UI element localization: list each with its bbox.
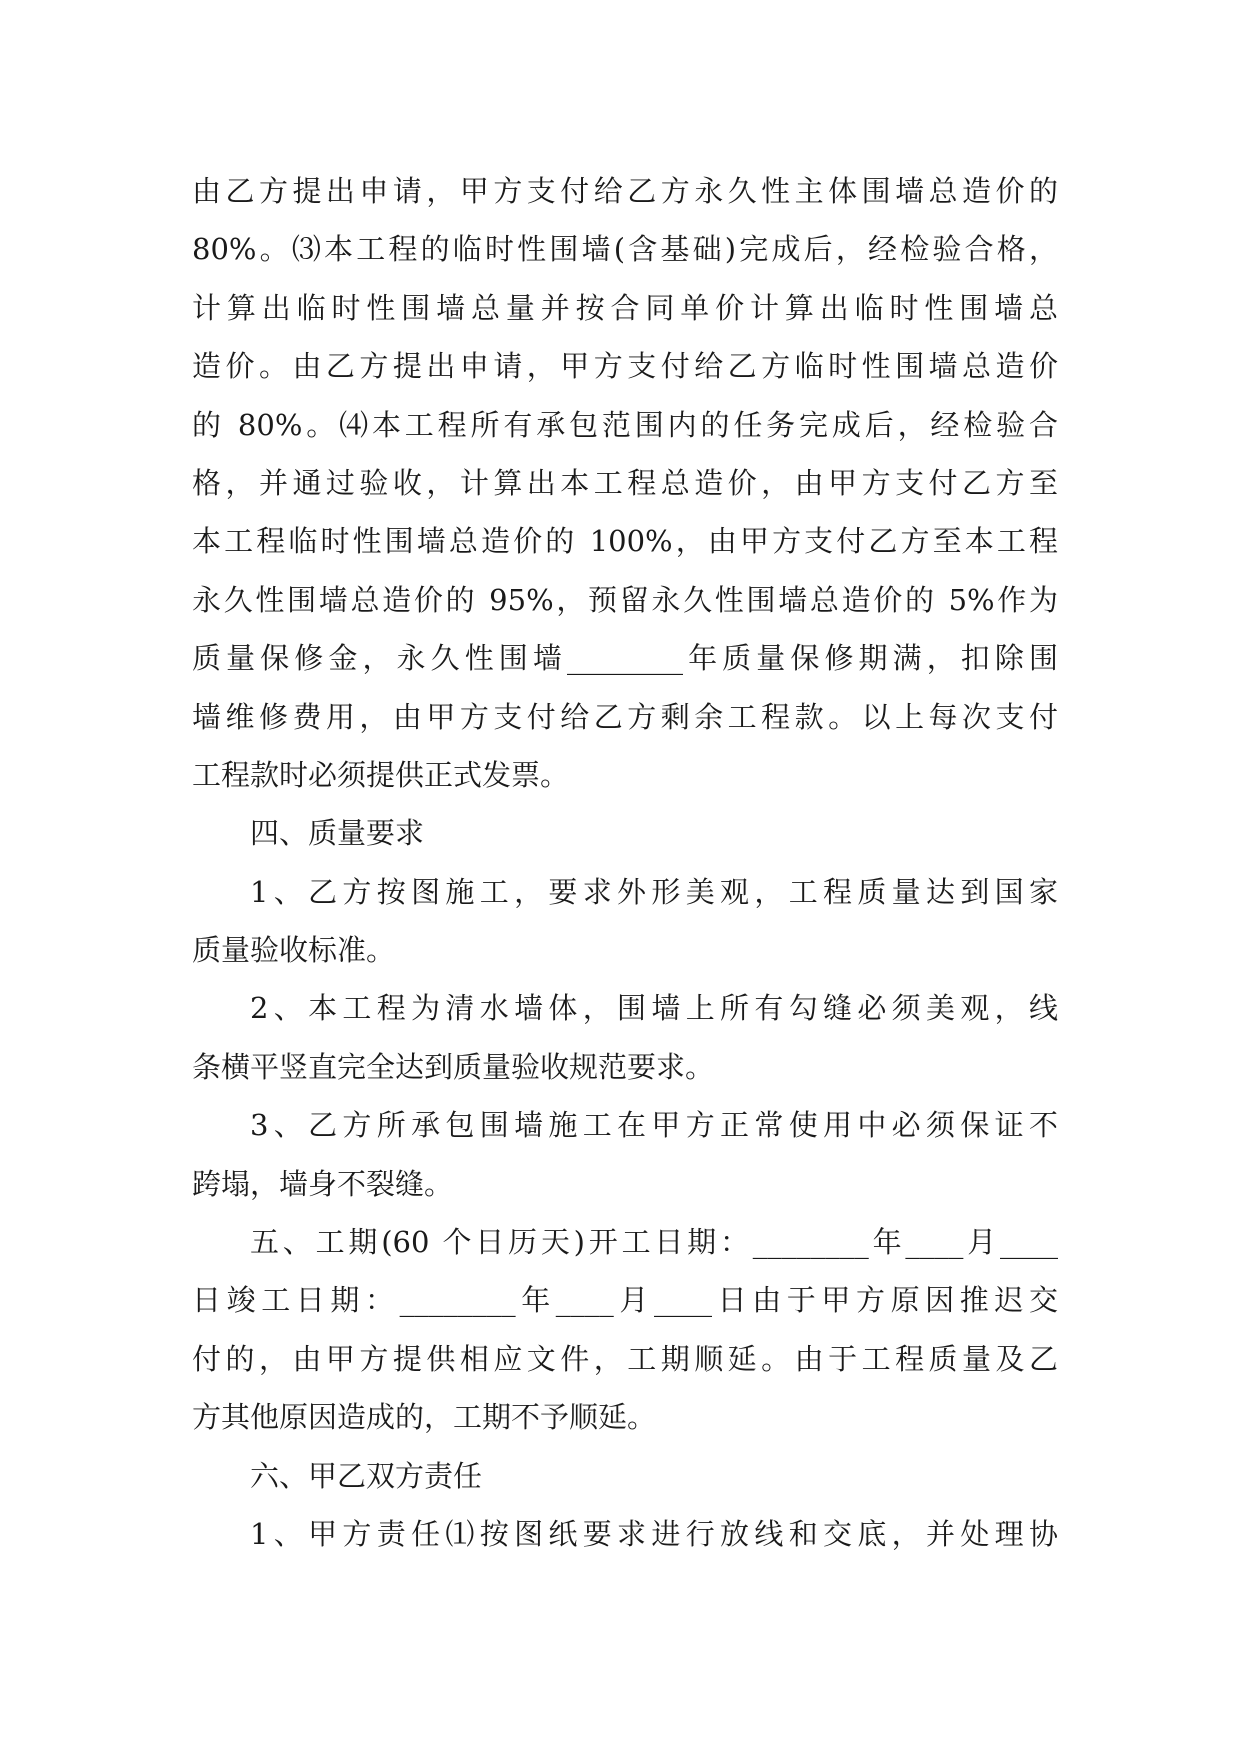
text-line: 墙维修费用，由甲方支付给乙方剩余工程款。以上每次支付 xyxy=(192,699,1058,734)
text-line: 造价。由乙方提出申请，甲方支付给乙方临时性围墙总造价 xyxy=(192,349,1058,384)
text-line: 永久性围墙总造价的 95%，预留永久性围墙总造价的 5%作为 xyxy=(192,582,1058,617)
text-line: 五、工期(60 个日历天)开工日期：________年____月____ xyxy=(250,1225,1058,1260)
text-line: 跨塌，墙身不裂缝。 xyxy=(192,1166,454,1201)
text-line: 质量保修金，永久性围墙________年质量保修期满，扣除围 xyxy=(192,641,1058,676)
text-line: 条横平竖直完全达到质量验收规范要求。 xyxy=(192,1049,715,1084)
text-line: 1、乙方按图施工，要求外形美观，工程质量达到国家 xyxy=(250,874,1058,909)
text-line: 六、甲乙双方责任 xyxy=(250,1458,483,1493)
text-line: 付的，由甲方提供相应文件，工期顺延。由于工程质量及乙 xyxy=(192,1341,1058,1376)
text-line: 本工程临时性围墙总造价的 100%，由甲方支付乙方至本工程 xyxy=(192,524,1058,559)
text-line: 的 80%。⑷本工程所有承包范围内的任务完成后，经检验合 xyxy=(192,407,1058,442)
text-line: 计算出临时性围墙总量并按合同单价计算出临时性围墙总 xyxy=(192,290,1058,325)
document-body xyxy=(192,162,1058,1563)
text-line: 2、本工程为清水墙体，围墙上所有勾缝必须美观，线 xyxy=(250,991,1058,1026)
text-line: 3、乙方所承包围墙施工在甲方正常使用中必须保证不 xyxy=(250,1108,1058,1143)
text-line: 工程款时必须提供正式发票。 xyxy=(192,757,570,792)
text-line: 由乙方提出申请，甲方支付给乙方永久性主体围墙总造价的 xyxy=(192,174,1058,208)
text-line: 1、甲方责任⑴按图纸要求进行放线和交底，并处理协 xyxy=(250,1516,1058,1551)
text-line: 日竣工日期：________年____月____日由于甲方原因推迟交 xyxy=(192,1283,1058,1318)
text-line: 四、质量要求 xyxy=(250,816,425,851)
text-line: 质量验收标准。 xyxy=(192,933,396,968)
text-line: 80%。⑶本工程的临时性围墙(含基础)完成后，经检验合格， xyxy=(192,232,1058,267)
text-line: 格，并通过验收，计算出本工程总造价，由甲方支付乙方至 xyxy=(192,465,1058,500)
text-line: 方其他原因造成的，工期不予顺延。 xyxy=(192,1400,657,1435)
